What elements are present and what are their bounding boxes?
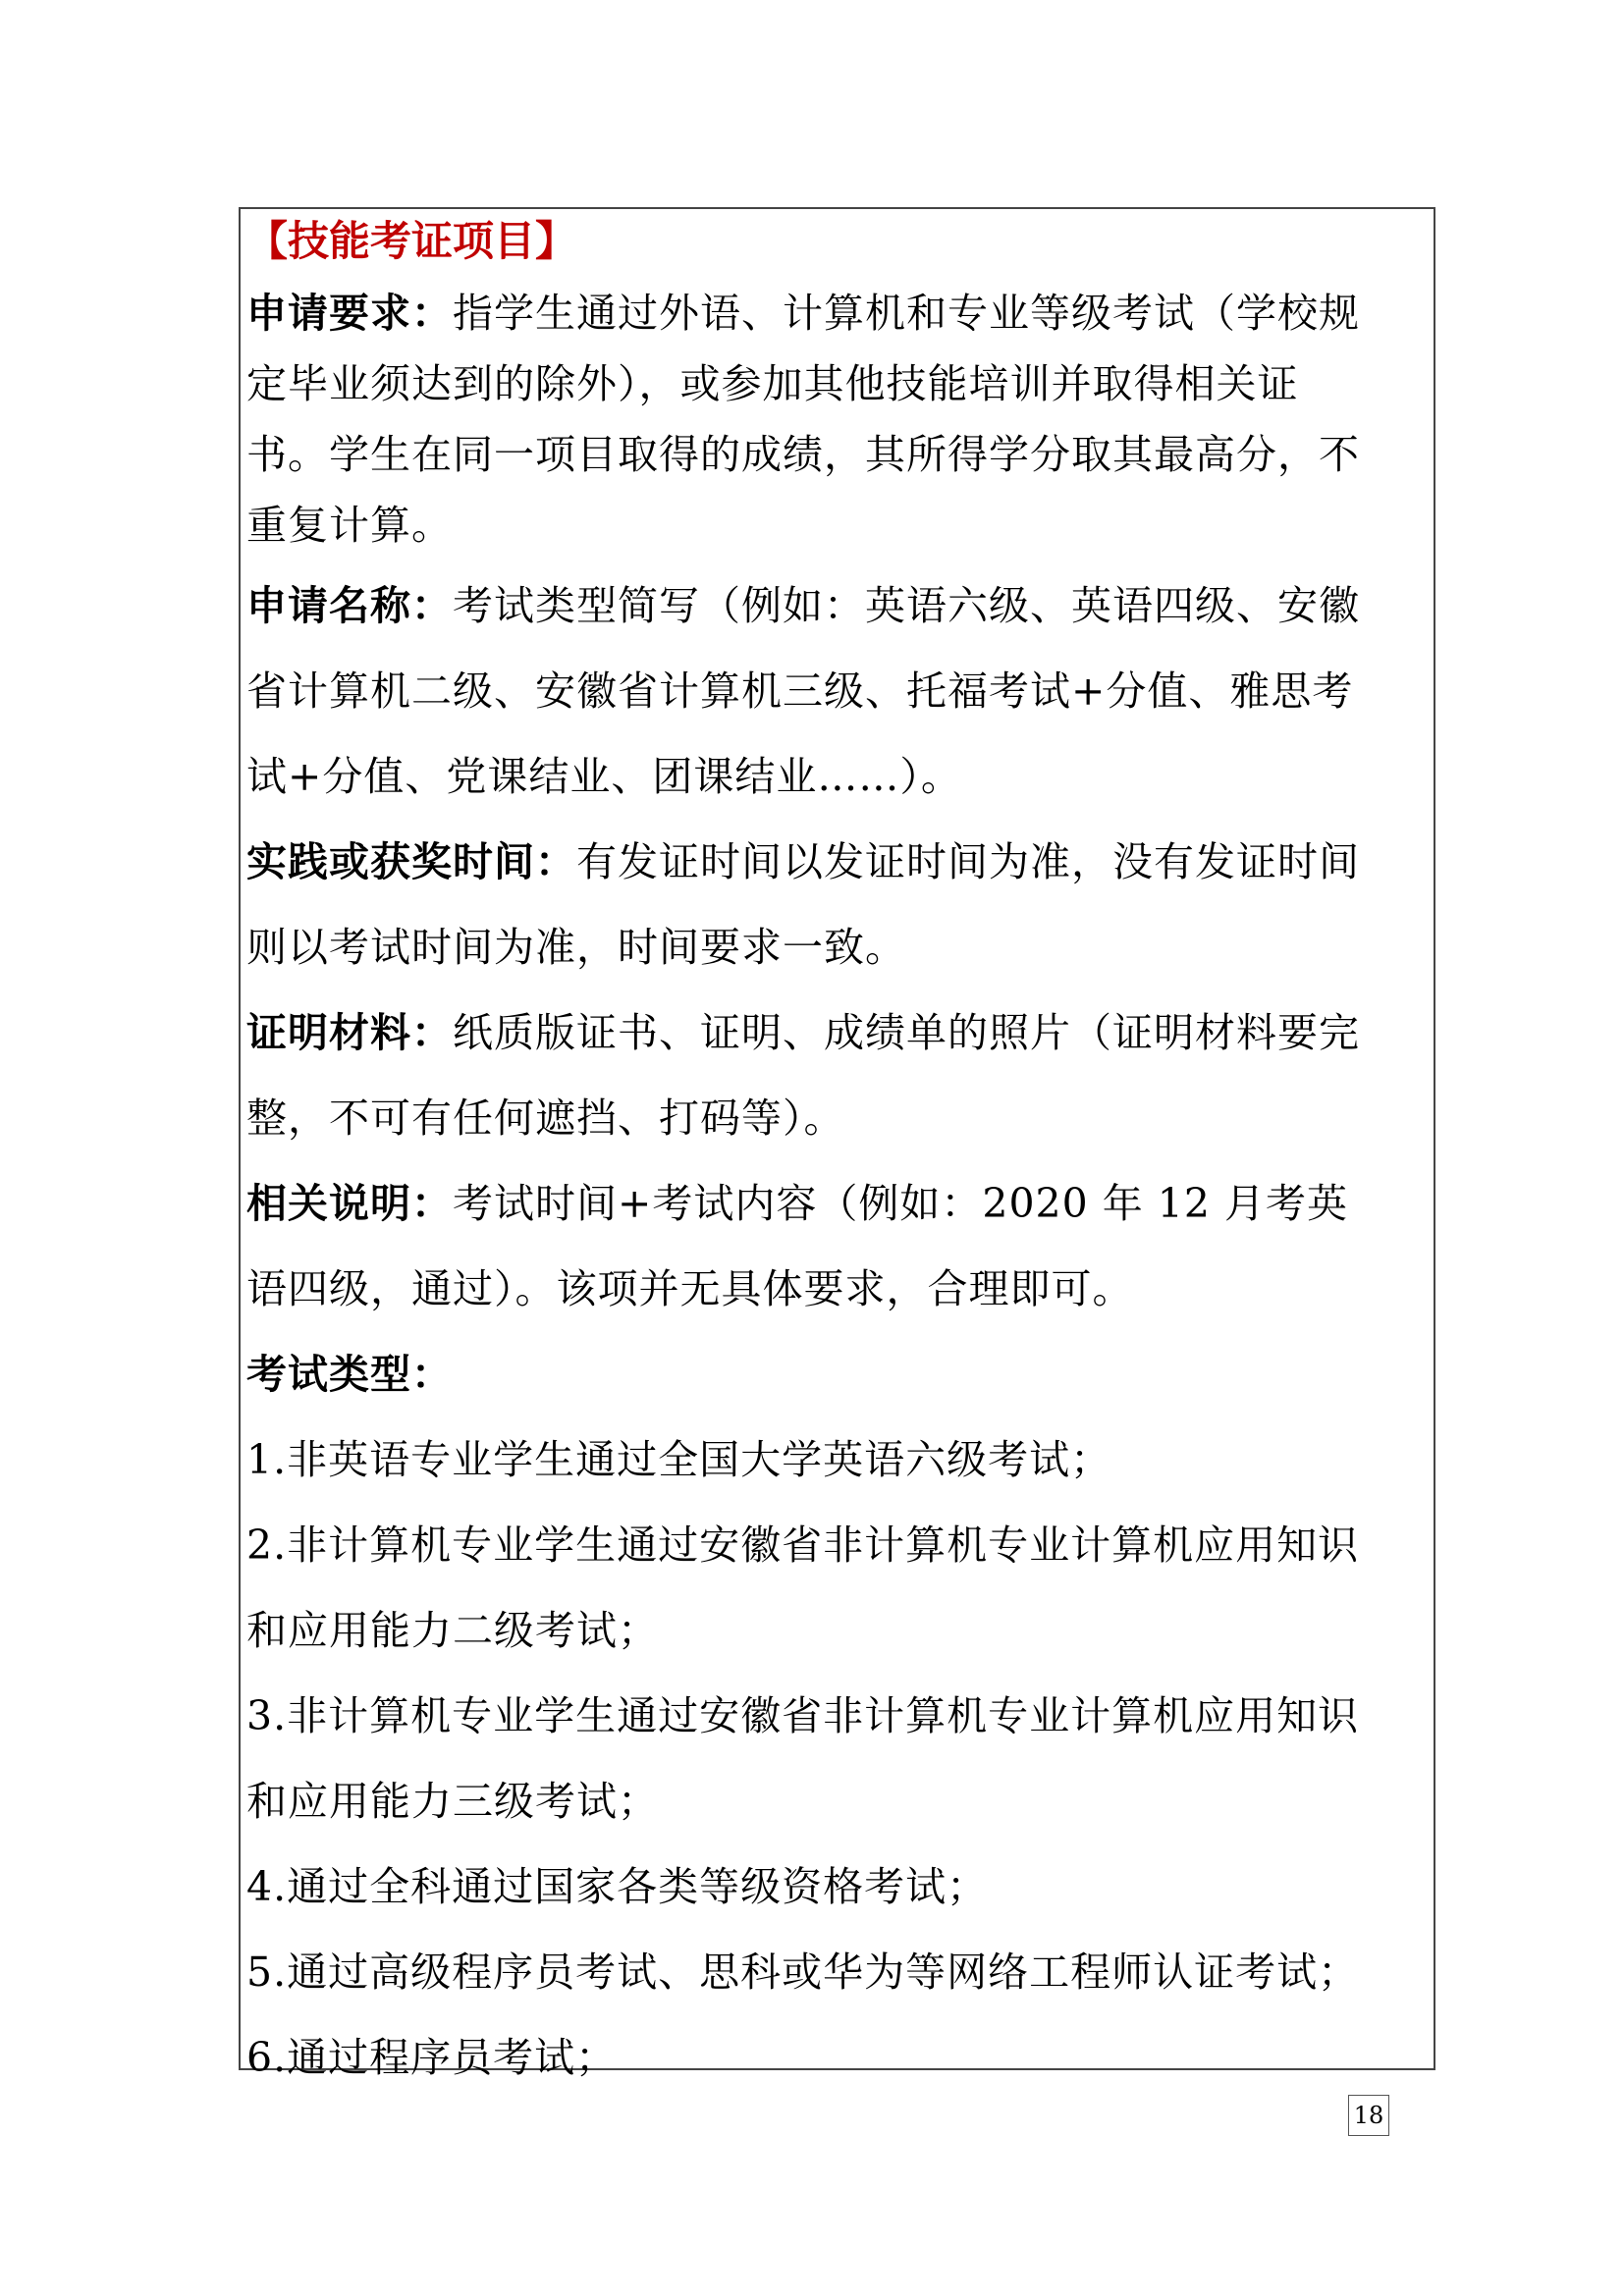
application-name-text: 考试类型简写（例如：英语六级、英语四级、安徽省计算机二级、安徽省计算机三级、托福考试+分值、雅思考试+分值、党课结业、团课结业……）。 [246, 582, 1360, 800]
related-notes-paragraph [246, 1161, 1376, 1332]
application-name-paragraph [246, 563, 1376, 820]
related-notes-text: 考试时间+考试内容（例如：2020 年 12 月考英语四级，通过）。该项并无具体要求，合理即可。 [246, 1180, 1348, 1312]
proof-materials-label: 证明材料： [246, 1009, 453, 1056]
exam-type-item: 6.通过程序员考试； [246, 2034, 618, 2081]
exam-types-label: 考试类型： [246, 1351, 453, 1398]
proof-materials-text: 纸质版证书、证明、成绩单的照片（证明材料要完整，不可有任何遮挡、打码等）。 [246, 1009, 1360, 1142]
practice-time-label: 实践或获奖时间： [246, 838, 576, 885]
application-requirements-paragraph [246, 278, 1376, 561]
practice-time-paragraph [246, 820, 1376, 990]
exam-types-heading [246, 1332, 1376, 1417]
page-number: 18 [1348, 2095, 1389, 2136]
application-name-label: 申请名称： [246, 582, 453, 629]
proof-materials-paragraph [246, 990, 1376, 1161]
exam-type-item: 1.非英语专业学生通过全国大学英语六级考试； [246, 1436, 1112, 1483]
related-notes-label: 相关说明： [246, 1180, 453, 1227]
application-requirements-text: 指学生通过外语、计算机和专业等级考试（学校规定毕业须达到的除外），或参加其他技能培训并取得相关证书。学生在同一项目取得的成绩，其所得学分取其最高分，不重复计算。 [246, 290, 1360, 549]
exam-type-item: 4.通过全科通过国家各类等级资格考试； [246, 1863, 989, 1910]
section-title: 【技能考证项目】 [246, 217, 577, 265]
practice-time-text: 有发证时间以发证时间为准，没有发证时间则以考试时间为准，时间要求一致。 [246, 838, 1360, 971]
exam-type-item: 2.非计算机专业学生通过安徽省非计算机专业计算机应用知识和应用能力二级考试； [246, 1522, 1360, 1654]
exam-type-item: 3.非计算机专业学生通过安徽省非计算机专业计算机应用知识和应用能力三级考试； [246, 1692, 1360, 1825]
exam-type-item: 5.通过高级程序员考试、思科或华为等网络工程师认证考试； [246, 1949, 1360, 1996]
application-requirements-label: 申请要求： [246, 290, 453, 337]
